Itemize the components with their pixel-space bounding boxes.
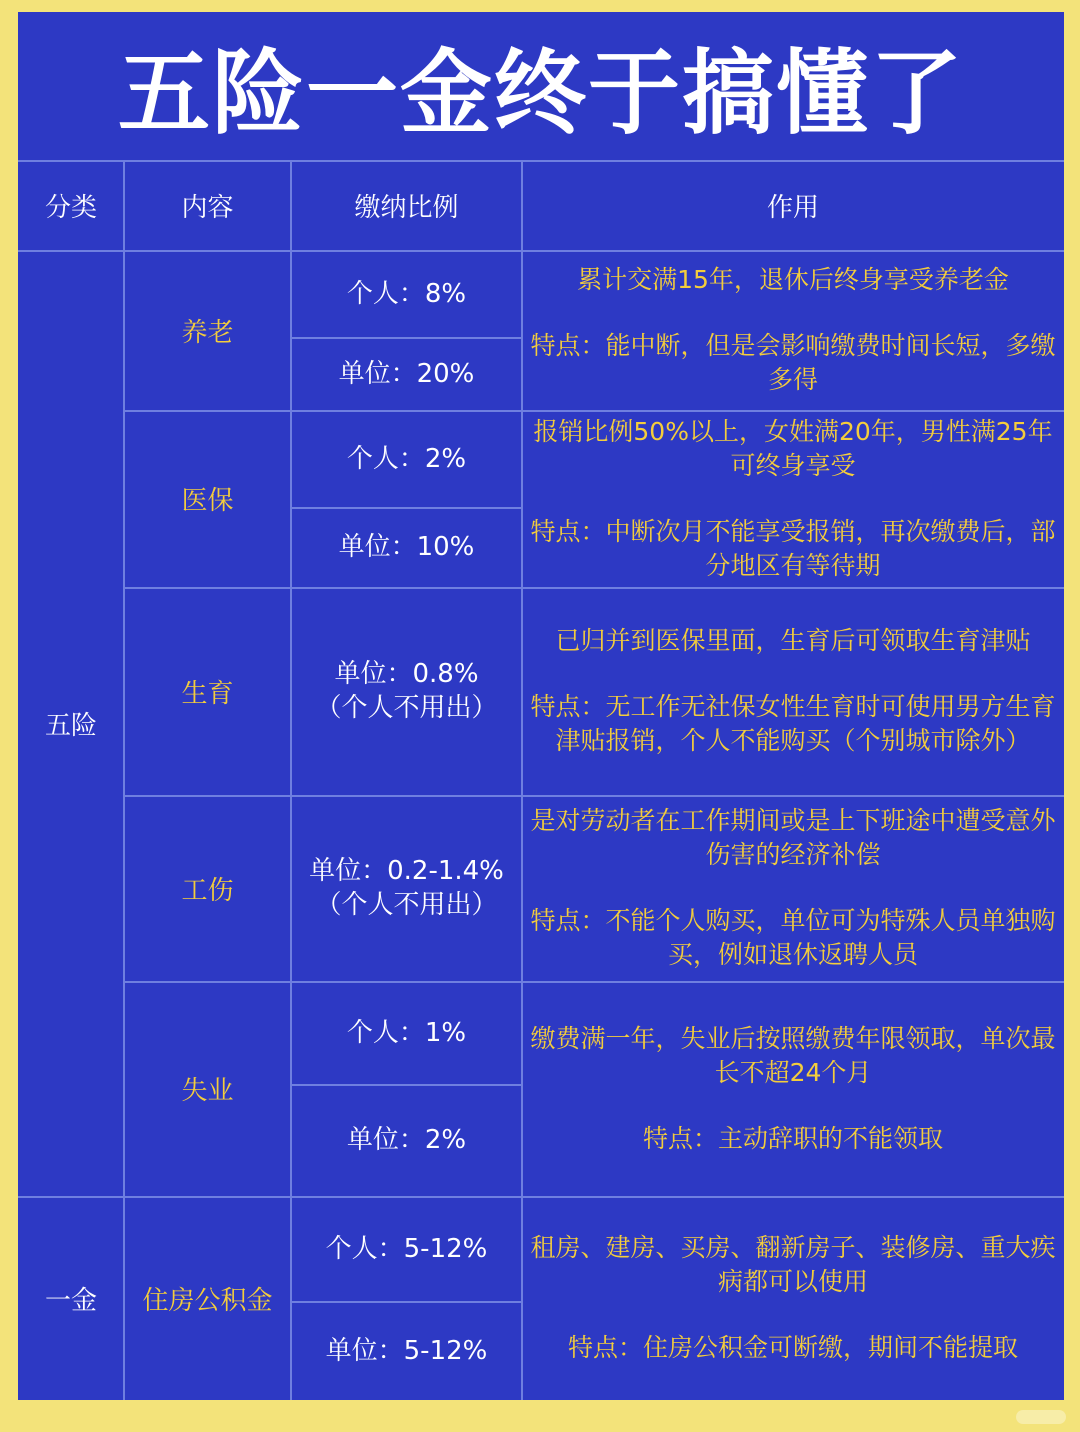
injury-rate	[291, 795, 522, 981]
maternity-effect-note: 特点：无工作无社保女性生育时可使用男方生育津贴报销，个人不能购买（个别城市除外）	[530, 692, 1056, 755]
maternity-rate-note: （个人不用出）	[315, 693, 498, 723]
header-ratio: 缴纳比例	[354, 192, 459, 223]
medical-effect-main: 报销比例50%以上，女姓满20年，男性满25年可终身享受	[533, 416, 1053, 480]
watermark	[1016, 1410, 1066, 1424]
category-five-insurances: 五险	[44, 710, 97, 741]
maternity-employer-rate: 单位：0.8%	[334, 659, 479, 689]
housing-effect	[522, 1196, 1064, 1400]
housing-effect-main: 租房、建房、买房、翻新房子、装修房、重大疾病都可以使用	[530, 1233, 1056, 1296]
injury-rate-note: （个人不用出）	[315, 890, 498, 920]
unemployment-effect-note: 特点：主动辞职的不能领取	[642, 1123, 943, 1153]
unemployment-effect-main: 缴费满一年，失业后按照缴费年限领取，单次最长不超24个月	[530, 1023, 1056, 1087]
housing-personal-rate: 个人：5-12%	[325, 1233, 488, 1264]
insurance-table	[18, 160, 1064, 1400]
item-unemployment: 失业	[181, 1076, 234, 1106]
maternity-rate	[291, 587, 522, 795]
header-category: 分类	[44, 192, 97, 223]
header-content: 内容	[181, 192, 234, 223]
injury-effect	[522, 795, 1064, 981]
pension-effect	[522, 250, 1064, 410]
medical-effect-note: 特点：中断次月不能享受报销，再次缴费后，部分地区有等待期	[530, 516, 1056, 580]
medical-effect	[522, 410, 1064, 587]
housing-employer-rate: 单位：5-12%	[325, 1335, 488, 1366]
injury-effect-main: 是对劳动者在工作期间或是上下班途中遭受意外伤害的经济补偿	[530, 806, 1056, 869]
item-pension: 养老	[181, 317, 234, 348]
item-injury: 工伤	[181, 875, 234, 906]
pension-employer-rate: 单位：20%	[338, 358, 475, 389]
maternity-effect	[522, 587, 1064, 795]
category-housing-fund: 一金	[44, 1285, 97, 1316]
item-medical: 医保	[181, 486, 234, 516]
pension-effect-note: 特点：能中断，但是会影响缴费时间长短，多缴多得	[530, 331, 1056, 394]
page-title: 五险一金终于搞懂了	[117, 40, 964, 147]
pension-effect-main: 累计交满15年，退休后终身享受养老金	[577, 265, 1009, 294]
item-maternity: 生育	[181, 678, 234, 709]
header-effect: 作用	[766, 192, 819, 223]
housing-effect-note: 特点：住房公积金可断缴，期间不能提取	[567, 1333, 1018, 1362]
medical-employer-rate: 单位：10%	[338, 532, 475, 562]
injury-effect-note: 特点：不能个人购买，单位可为特殊人员单独购买，例如退休返聘人员	[530, 906, 1056, 969]
medical-personal-rate: 个人：2%	[346, 443, 467, 474]
unemployment-effect	[522, 981, 1064, 1196]
pension-personal-rate: 个人：8%	[346, 278, 467, 309]
infographic-board	[18, 12, 1064, 1400]
unemployment-personal-rate: 个人：1%	[346, 1017, 467, 1048]
injury-employer-rate: 单位：0.2-1.4%	[309, 856, 504, 886]
maternity-effect-main: 已归并到医保里面，生育后可领取生育津贴	[555, 626, 1031, 655]
item-housing-fund: 住房公积金	[142, 1285, 273, 1316]
unemployment-employer-rate: 单位：2%	[346, 1125, 467, 1155]
